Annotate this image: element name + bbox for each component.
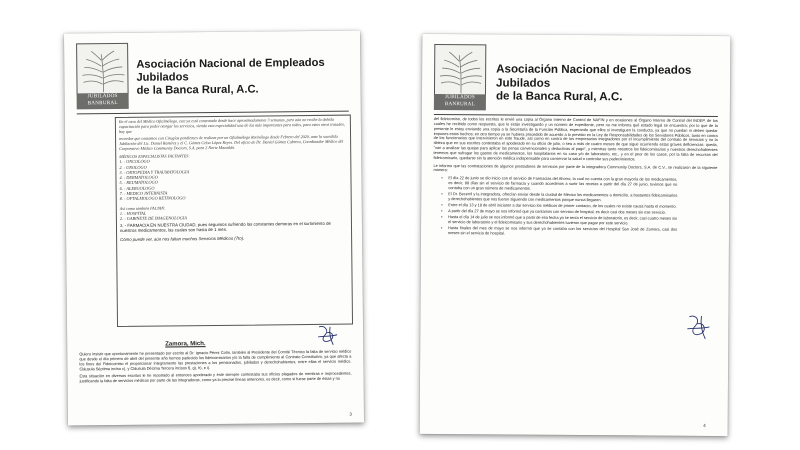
logo-text: JUBILADOS BANRURAL — [77, 93, 129, 110]
page-number: 4 — [703, 422, 706, 428]
header-divider — [77, 111, 349, 115]
section-heading-zamora: Zamora, Mich. — [165, 341, 206, 348]
specialists-heading: MÉDICOS ESPECIALISTAS FALTANTES: — [119, 153, 190, 159]
closing-note: Cómo puede ver, aún nos faltan muchos Servicios Médicos (7to). — [120, 235, 245, 242]
list-item: 7. - MEDICO INTERNISTA — [119, 190, 168, 197]
association-logo — [76, 43, 129, 108]
service-timeline-list — [441, 176, 677, 237]
body-paragraph: Esta situación en diversos escritos le he reportado al entonces apoderado y éste siempre contestaba sus oficios plagados de mentiras e improcedentes, justificando la falta de servicios médicos por parte de las integradoras, como ya lo precisé líneas anteriores, es decir, como si fuese parte de éstas y no — [79, 370, 352, 384]
logo-text: JUBILADOS BANRURAL — [434, 94, 486, 110]
list-item: 8. - OFTALMOLOGO RETINOLOGO — [119, 195, 186, 202]
list-item: • El día 22 de junio se dio inicio con el servicio de Farmacias del Ahorro, la cual no cuenta con la gran mayoría de los medicamentos, es decir, 88 días sin el servicio de farmacia y cuando accedimos a surtir las recetas a partir del día 27 de junio, tuvimos que no contaba con un gran número de medicamentos. — [441, 176, 677, 192]
body-paragraph: Quiero insistir que oportunamente he presentado por escrito al Dr. Ignacio Pérez Colín, también al Presidente del Comité Técnico la falta de servicio médico que desde el día primero de abril del presente año hemos padecido los fideicomisarios y/o la falta de cumplimiento al Contrato Constitutivo, ya que afecta a los fines del Fideicomiso el proporcionar íntegramente las prestaciones a los pensionados, jubilados y derechohabientes, entre ellas el servicio médico. Cláusula Séptima inciso c), y Cláusula Décima Tercera incisos f), g), h), e i). — [79, 348, 352, 371]
header-line-2: de la Banca Rural, A.C. — [136, 83, 259, 97]
list-item: • Hasta finales del mes de mayo se nos informó que ya se contaba con los servicios del Hospital San José de Zamora, casi dos meses sin el servicio de hospital. — [441, 226, 677, 237]
list-item: 6. - ALERGOLOGO — [119, 185, 155, 191]
intro-paragraph-1: En el caso del Médico Oftalmólogo, este ya está contratado desde hace aproximadamente 3 semanas, pero aún no recibe la debida capacitación para poder otorgar los servicios, siendo esta especialidad una de las más importantes para todos, para estos otros tratados, hoy que — [118, 116, 345, 134]
association-name — [496, 62, 730, 104]
association-logo — [434, 44, 486, 108]
body-paragraph: Le informo que las contrataciones de algunos prestadores de servicios por parte de la integradora Community Doctors, S.A. de C.V., se realizaron de la siguiente manera: — [433, 162, 718, 173]
list-item: 3. - ORTOPEDIA Y TRAUMATOLOGIA — [119, 169, 190, 175]
also-missing-heading: Así como también FALTAN: — [119, 205, 166, 211]
document-page-left — [64, 30, 364, 425]
logo-emblem-icon — [434, 44, 486, 96]
list-item: • A partir del día 27 de mayo se nos informó que ya contamos con servicio de hospital, es decir casi dos meses sin ese servicio. — [441, 209, 677, 215]
header-line-2: de la Banca Rural, A.C. — [495, 89, 623, 104]
list-item: 1. - ONCOLOGO — [119, 158, 150, 165]
body-paragraph: del fideicomiso, de todos los escritos le envié una copia al Órgano Interno de Control de NAFIN y en ocasiones al Órgano Interno de Control del INDEP, de los cuales he recibido como respuesta, que lo están investigando y un número de expediente, pero no me informa qué estado legal se encuentra; por lo que de la presente le estoy enviando una copia a la Secretaría de la Función Pública, esperando que ellos si investiguen la conducta, ya que no puedan ni deben quedar impunes estos hechos; en otro tiempo ya se hubiera procedido de acuerdo a lo previsto en la Ley de Responsabilidades de los Servidores Públicos, tanto en contra de los funcionarios que intervinieron en este fraude, así como en contra de los empresarios integradores por el incumplimiento del contrato de servicios y no la tibieza que en sus escritos contestaba el apoderado en su oficio de julio, o sea a más de cuatro meses de que sigue ocurriendo estas graves deficiencias: queda, "van a analizar las quejas para aplicar las penas convencionales y deductivas al pago", y mientras tanto nosotros los fideicomisarios y nuestros derechohabientes tenemos que sufragar los gastos de medicamentos, los hospitalarios en su caso y/o de laboratorio, etc., y en el peor de los casos, por la falta de recursos del fideicomisario, quedarse sin la atención médica indispensable para conservar la salud o controlar sus padecimientos. — [433, 116, 718, 162]
list-item: 5. - REUMATOLOGO — [119, 180, 158, 186]
list-item: • Hasta el día 14 de julio se nos informó que a partir de esa fecha ya se tenía el servicio de laboratorio, es decir, casi cuatro meses sin el servicio de laboratorio y el fideicomisario y sus derechohabientes tuvieron que pagar por este servicio. — [441, 215, 677, 226]
right-body-text — [433, 117, 718, 239]
list-item: • Entre el día 13 y 18 de abril iniciaron a dar servicio los médicos de primer contacto, de los cuales no existe causa hasta el momento. — [441, 203, 677, 209]
handwritten-signature-icon — [684, 312, 712, 347]
association-name — [136, 56, 360, 97]
handwritten-signature-icon — [315, 323, 341, 352]
intro-paragraph-2: recordar que contamos con Cirugías pendientes de realizar por un Oftalmólogo Retinólogo desde Febrero del 2020, ante la sucedida Jubilación del Lic. Daniel Ramírez y el C. Gómez Celso López Reyes. Del oficio de Dr. Daniel Gómez Cabrera, Coordinador Médico del Corporativo Médico Community Doctors, S.A. para 2 Norte Mazatlán. — [119, 134, 344, 152]
missing-services-content — [119, 117, 348, 245]
list-item: 2. - GABINETE DE IMAGENOLOGIA — [119, 215, 187, 222]
document-page-right — [420, 34, 731, 436]
logo-emblem-icon — [76, 43, 129, 96]
list-item: 4. - DERMATOLOGO — [119, 174, 158, 181]
header-line-1: Asociación Nacional de Empleados Jubilados — [136, 56, 325, 84]
pharmacy-note: 3. - FARMACIA EN NUESTRA CIUDAD, pues seguimos sufriendo las constantes demoras en el surtimiento de nuestros medicamentos, las cuales son hasta de 1 mes. — [119, 220, 331, 233]
list-item: 2. - UROLOGO — [119, 164, 147, 170]
page-number: 3 — [349, 411, 352, 417]
list-item: 1. - HOSPITAL — [119, 210, 147, 217]
list-item: • El Dr. Becerril y la integradora, ofrecían enviar desde la ciudad de México los medicamentos a domicilio, a bastantes fideicomisarios y derechohabientes que nos fueron siguiendo con medicamentos porque nunca llegaron. — [441, 192, 677, 203]
left-body-text — [79, 350, 351, 388]
missing-specialists-list — [119, 157, 347, 202]
header-line-1: Asociación Nacional de Empleados Jubilados — [496, 62, 692, 90]
